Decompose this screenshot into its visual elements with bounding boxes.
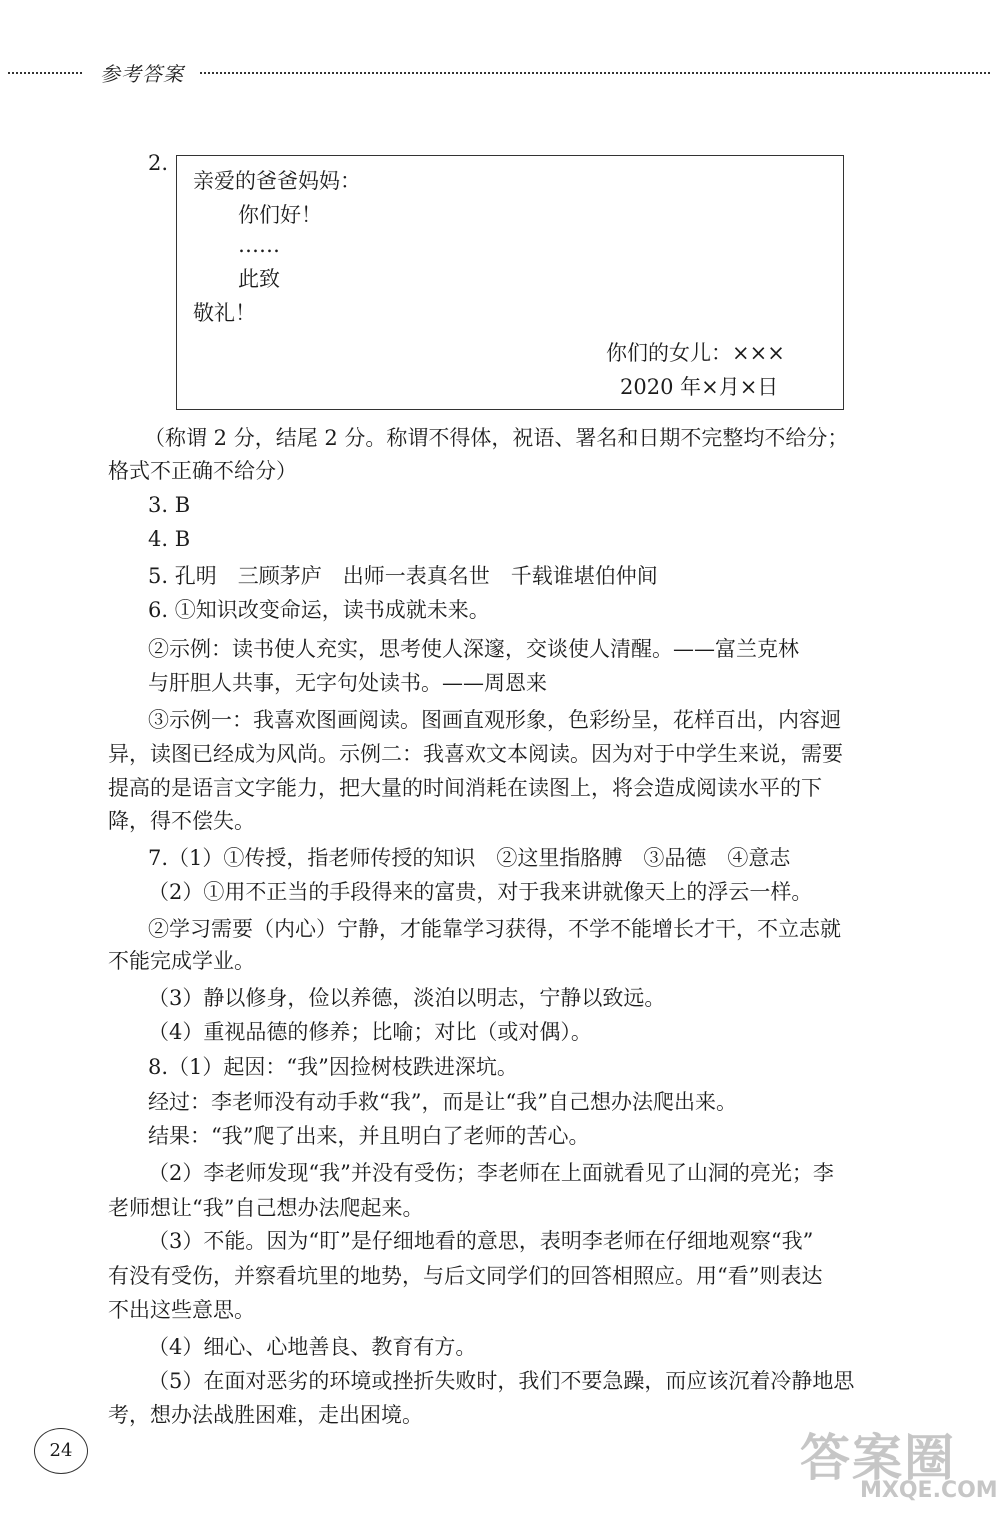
letter-greeting: 亲爱的爸爸妈妈： [193,169,361,193]
answer-line: ③示例一：我喜欢图画阅读。图画直观形象，色彩纷呈，花样百出，内容迥 [148,708,841,732]
answer-line: （4）重视品德的修养；比喻；对比（或对偶）。 [148,1020,592,1044]
letter-signature: 你们的女儿：××× [606,341,785,365]
watermark-site-text: MXQE.COM [860,1478,998,1503]
answer-line: 4. B [148,527,191,551]
header-title: 参考答案 [100,62,184,86]
answer-line: （2）李老师发现“我”并没有受伤；李老师在上面就看见了山洞的亮光；李 [148,1161,834,1185]
header-dotted-rule-left [8,72,82,74]
answer-line: 5. 孔明 三顾茅庐 出师一表真名世 千载谁堪伯仲间 [148,564,658,588]
answer-line: 降，得不偿失。 [108,809,255,833]
answer-line: 3. B [148,493,191,517]
answer-line: 结果：“我”爬了出来，并且明白了老师的苦心。 [148,1124,590,1148]
answer-line: （4）细心、心地善良、教育有方。 [148,1335,477,1359]
answer-line: 考，想办法战胜困难，走出困境。 [108,1403,423,1427]
header-dotted-rule-right [200,72,990,74]
answer-line: 6. ①知识改变命运，读书成就未来。 [148,598,490,622]
answer-line: ②示例：读书使人充实，思考使人深邃，交谈使人清醒。——富兰克林 [148,637,799,661]
answer-line: （2）①用不正当的手段得来的富贵，对于我来讲就像天上的浮云一样。 [148,880,813,904]
question-number-2: 2. [148,151,169,175]
answer-line: 8.（1）起因：“我”因捡树枝跌进深坑。 [148,1055,518,1079]
letter-closing-1: 此致 [238,267,280,291]
answer-line: （称谓 2 分，结尾 2 分。称谓不得体，祝语、署名和日期不完整均不给分； [144,426,849,450]
answer-line: 与肝胆人共事，无字句处读书。——周恩来 [148,671,547,695]
answer-line: 有没有受伤，并察看坑里的地势，与后文同学们的回答相照应。用“看”则表达 [108,1264,823,1288]
answer-line: 经过：李老师没有动手救“我”，而是让“我”自己想办法爬出来。 [148,1090,737,1114]
letter-date: 2020 年×月×日 [620,375,779,399]
watermark-logo [800,1418,998,1513]
answer-line: 7.（1）①传授，指老师传授的知识 ②这里指胳膊 ③品德 ④意志 [148,846,791,870]
answer-line: 不能完成学业。 [108,949,255,973]
watermark-logo-text: 答案圈 [800,1429,956,1487]
answer-line: ②学习需要（内心）宁静，才能靠学习获得，不学不能增长才干，不立志就 [148,917,841,941]
answer-line: 不出这些意思。 [108,1298,255,1322]
letter-ellipsis: …… [238,233,280,257]
page-number: 24 [34,1428,88,1474]
letter-hello: 你们好！ [238,203,322,227]
answer-line: 格式不正确不给分） [108,459,297,483]
letter-closing-2: 敬礼！ [193,301,256,325]
answer-line: （5）在面对恶劣的环境或挫折失败时，我们不要急躁，而应该沉着冷静地思 [148,1369,855,1393]
answer-line: 提高的是语言文字能力，把大量的时间消耗在读图上，将会造成阅读水平的下 [108,776,822,800]
answer-line: （3）不能。因为“盯”是仔细地看的意思，表明李老师在仔细地观察“我” [148,1229,814,1253]
page-header [0,60,1000,90]
answer-line: 老师想让“我”自己想办法爬起来。 [108,1196,424,1220]
answer-line: （3）静以修身，俭以养德，淡泊以明志，宁静以致远。 [148,986,666,1010]
answer-line: 异，读图已经成为风尚。示例二：我喜欢文本阅读。因为对于中学生来说，需要 [108,742,843,766]
